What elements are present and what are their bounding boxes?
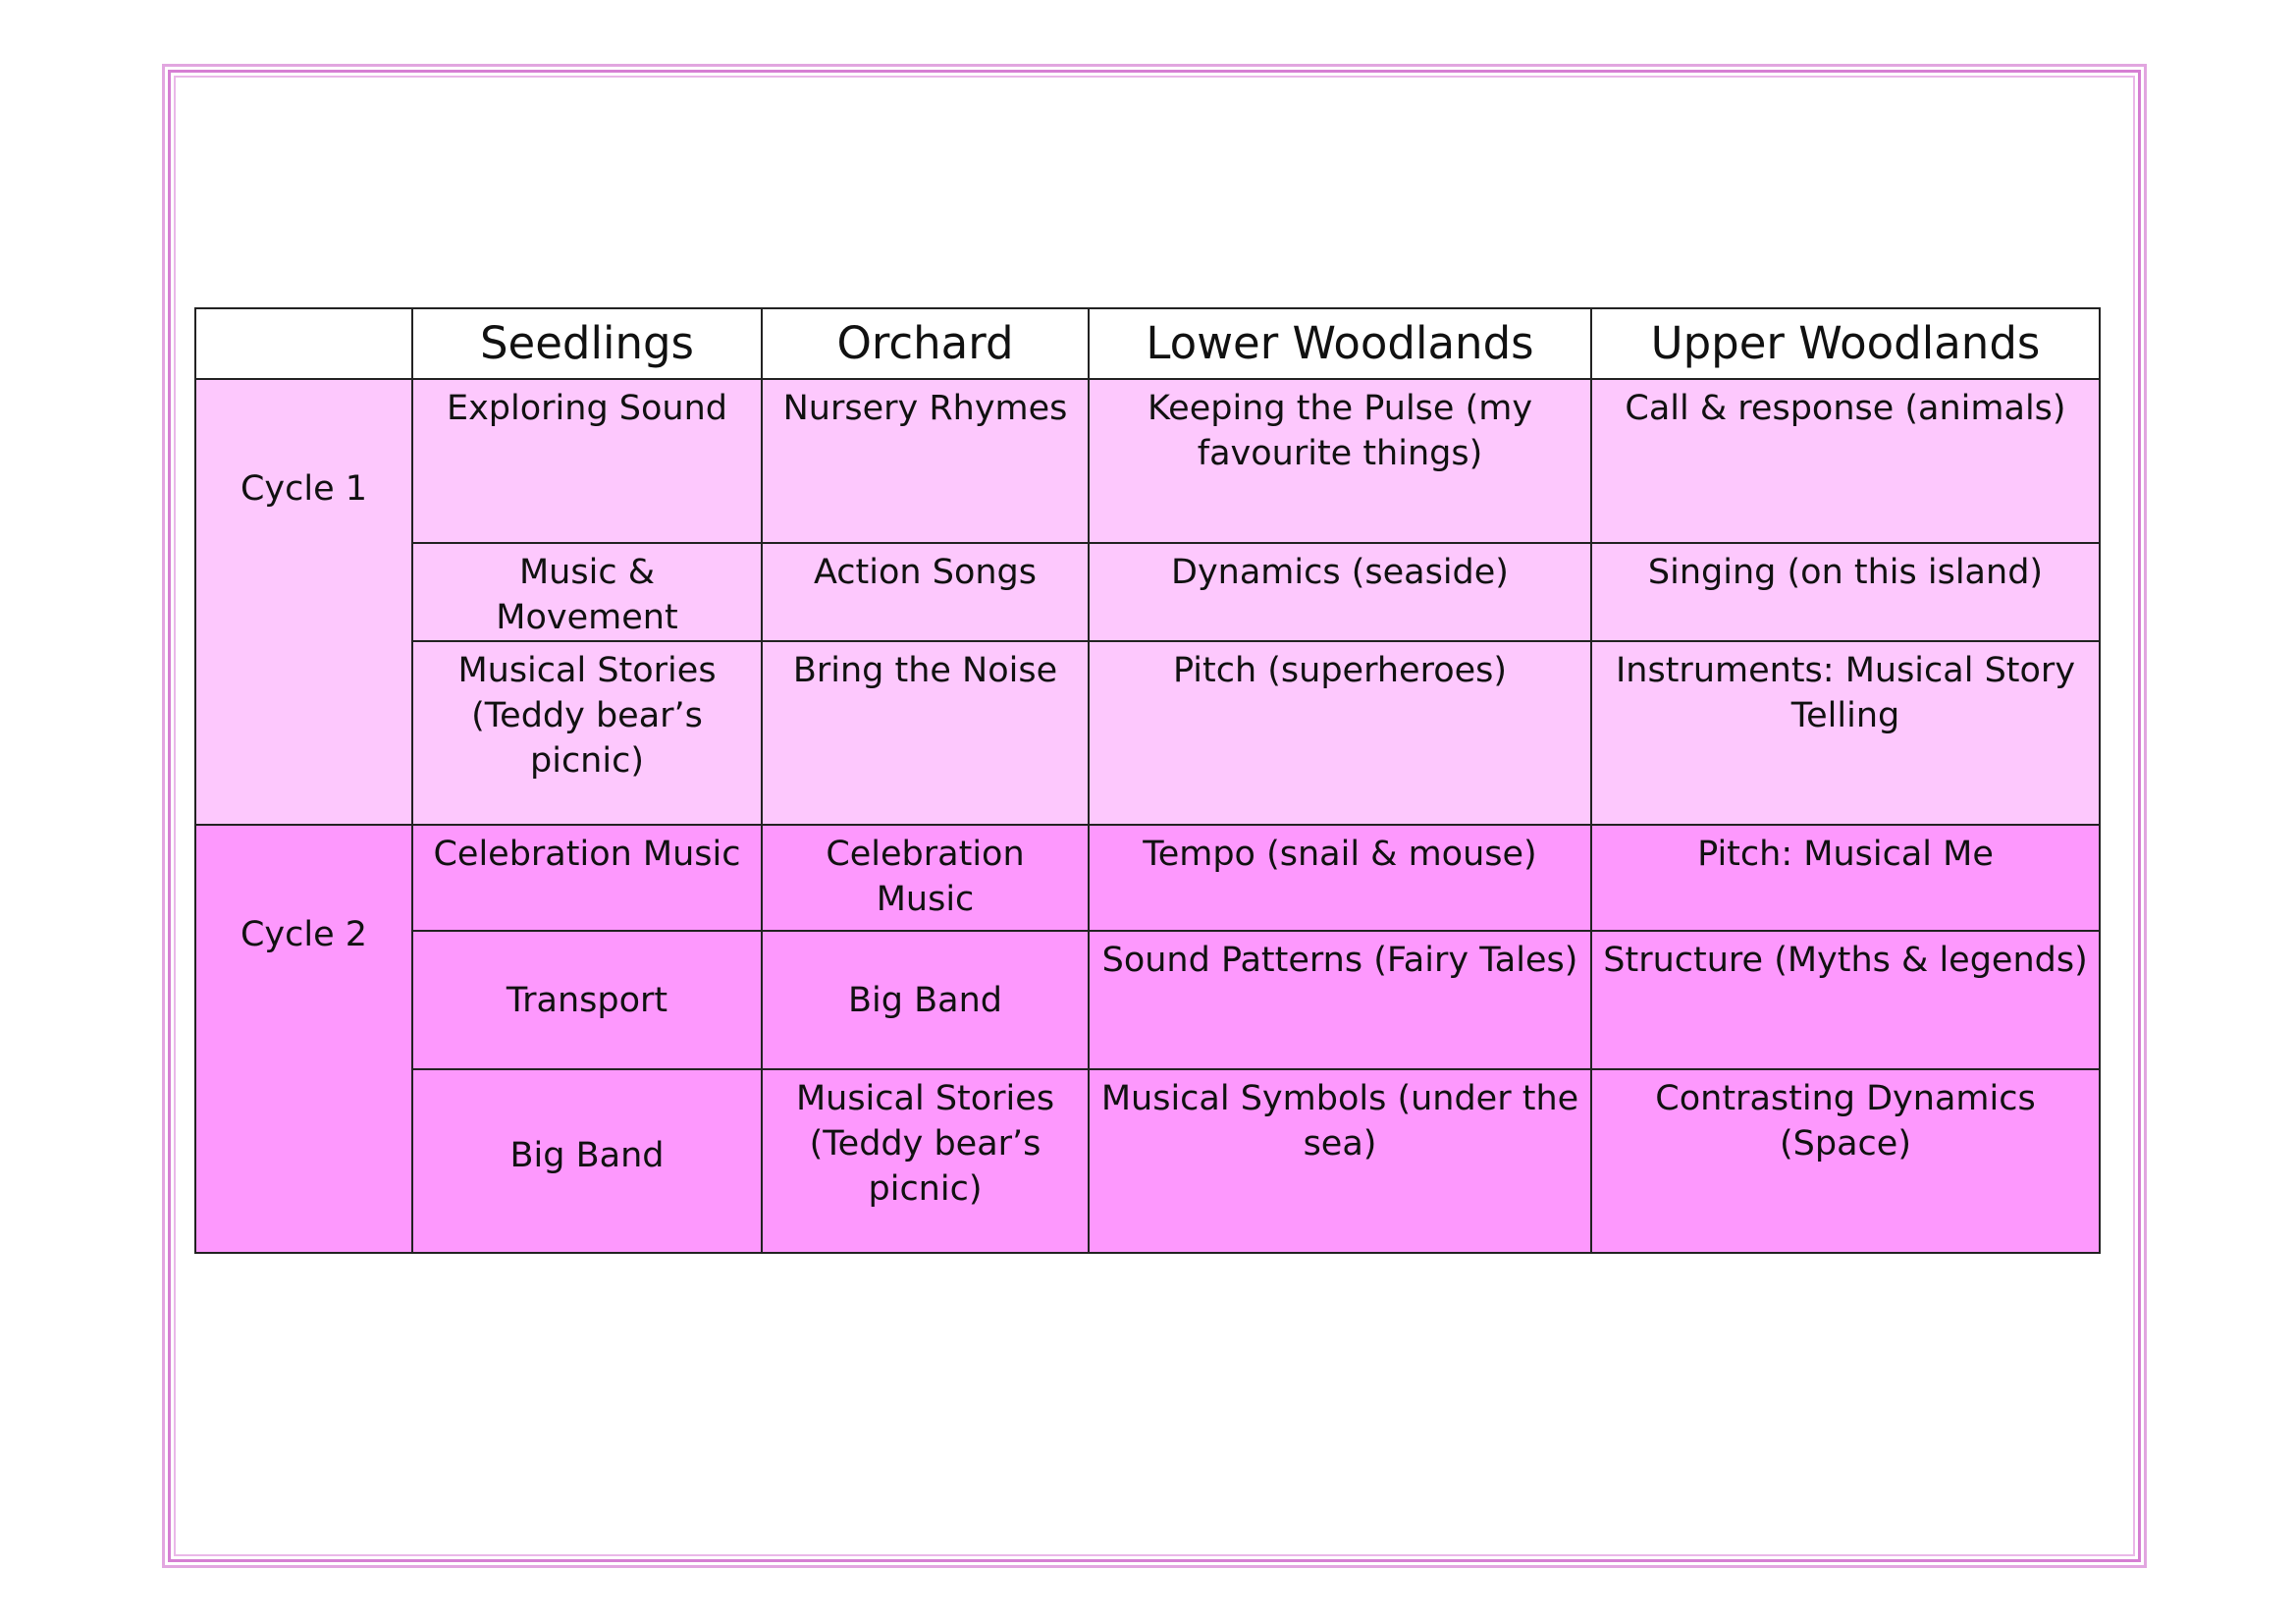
table-cell: Transport	[412, 931, 762, 1069]
header-row	[195, 308, 2100, 379]
table-cell: Singing (on this island)	[1591, 543, 2100, 641]
table-row	[195, 825, 2100, 931]
header-seedlings: Seedlings	[412, 308, 762, 379]
cycle-label-text: Cycle 1	[240, 469, 368, 509]
cycle-2-label	[195, 825, 412, 1253]
table-row	[195, 931, 2100, 1069]
table-cell: Big Band	[412, 1069, 762, 1253]
table-cell: Tempo (snail & mouse)	[1089, 825, 1591, 931]
header-corner-cell	[195, 308, 412, 379]
cycle-label-text: Cycle 2	[240, 915, 368, 954]
table-cell: Pitch: Musical Me	[1591, 825, 2100, 931]
table-cell: Musical Symbols (under the sea)	[1089, 1069, 1591, 1253]
table-row	[195, 543, 2100, 641]
table-cell: Call & response (animals)	[1591, 379, 2100, 543]
table-cell: Musical Stories (Teddy bear’s picnic)	[762, 1069, 1089, 1253]
table-cell: Celebration Music	[762, 825, 1089, 931]
table-cell: Exploring Sound	[412, 379, 762, 543]
table-cell: Dynamics (seaside)	[1089, 543, 1591, 641]
table-row	[195, 641, 2100, 825]
table-cell: Bring the Noise	[762, 641, 1089, 825]
table-cell: Action Songs	[762, 543, 1089, 641]
table-cell: Contrasting Dynamics (Space)	[1591, 1069, 2100, 1253]
table-row	[195, 379, 2100, 543]
table-cell: Structure (Myths & legends)	[1591, 931, 2100, 1069]
table-cell: Keeping the Pulse (my favourite things)	[1089, 379, 1591, 543]
table-cell: Sound Patterns (Fairy Tales)	[1089, 931, 1591, 1069]
curriculum-table	[194, 307, 2101, 1254]
table-row	[195, 1069, 2100, 1253]
table-cell: Celebration Music	[412, 825, 762, 931]
table-cell: Pitch (superheroes)	[1089, 641, 1591, 825]
table-cell: Big Band	[762, 931, 1089, 1069]
table-cell: Nursery Rhymes	[762, 379, 1089, 543]
table-cell: Instruments: Musical Story Telling	[1591, 641, 2100, 825]
table-cell: Musical Stories (Teddy bear’s picnic)	[412, 641, 762, 825]
header-orchard: Orchard	[762, 308, 1089, 379]
header-lower-woodlands: Lower Woodlands	[1089, 308, 1591, 379]
header-upper-woodlands: Upper Woodlands	[1591, 308, 2100, 379]
table-cell: Music & Movement	[412, 543, 762, 641]
cycle-1-label	[195, 379, 412, 825]
